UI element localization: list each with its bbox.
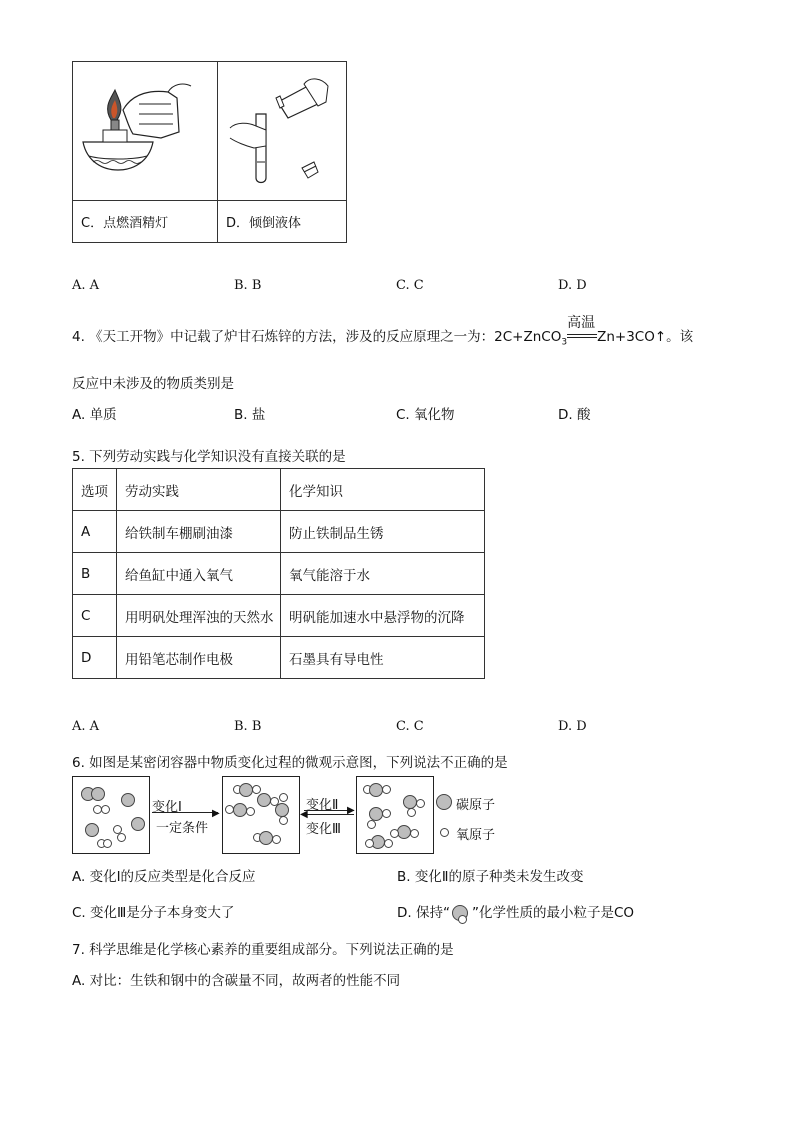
q6-option-d[interactable] [397,901,634,921]
q3-option-a[interactable]: A. A [72,278,100,293]
lab-label-c: C．点燃酒精灯 [73,201,218,243]
q5-option-b[interactable]: B. B [234,719,262,734]
q6-option-d-prefix: D. 保持“ [397,905,450,921]
q3-option-d[interactable]: D. D [558,278,587,293]
q3-option-c[interactable]: C. C [396,278,424,293]
q7-stem: 7. 科学思维是化学核心素养的重要组成部分。下列说法正确的是 [72,942,454,958]
table-cell: 防止铁制品生锈 [281,511,485,553]
table-row [73,595,485,637]
q4-stem-suffix: 。该 [666,329,694,345]
table-cell: 用明矾处理浑浊的天然水 [117,595,281,637]
q5-option-a[interactable]: A. A [72,719,100,734]
legend-carbon: 碳原子 [456,798,496,813]
change1-condition: 一定条件 [156,821,209,836]
table-cell: 用铅笔芯制作电极 [117,637,281,679]
q4-option-b[interactable]: B. 盐 [234,407,266,423]
co-molecule-icon [450,906,472,920]
table-cell: 石墨具有导电性 [281,637,485,679]
table-header: 化学知识 [281,469,485,511]
change1-label: 变化Ⅰ [152,800,182,815]
pouring-liquid-cell [218,62,347,201]
q4-stem-prefix: 4. 《天工开物》中记载了炉甘石炼锌的方法，涉及的反应原理之一为： [72,329,495,345]
q4-stem-line2: 反应中未涉及的物质类别是 [72,376,234,392]
table-cell: B [73,553,117,595]
q5-table [72,468,485,679]
change3-label: 变化Ⅲ [306,822,341,837]
oxygen-atom-legend-icon [440,828,449,837]
q6-stem: 6. 如图是某密闭容器中物质变化过程的微观示意图，下列说法不正确的是 [72,755,508,771]
table-row [73,553,485,595]
table-cell: 明矾能加速水中悬浮物的沉降 [281,595,485,637]
q3-option-b[interactable]: B. B [234,278,262,293]
q4-stem [72,315,694,348]
alcohol-lamp-figure-icon [73,62,217,196]
pouring-liquid-figure-icon [218,62,346,196]
q4-eq-right: Zn+3CO↑ [597,329,667,345]
carbon-atom-legend-icon [436,794,452,810]
change1-arrow [152,812,218,813]
table-cell: A [73,511,117,553]
lab-operation-table [72,61,347,243]
table-cell: 给铁制车棚刷油漆 [117,511,281,553]
lab-label-d: D．倾倒液体 [218,201,347,243]
table-header-row [73,469,485,511]
q5-stem: 5. 下列劳动实践与化学知识没有直接关联的是 [72,449,346,465]
table-row [73,637,485,679]
q4-option-c[interactable]: C. 氧化物 [396,407,455,423]
q5-option-d[interactable]: D. D [558,719,587,734]
table-cell: 给鱼缸中通入氧气 [117,553,281,595]
q4-option-d[interactable]: D. 酸 [558,407,591,423]
table-cell: 氧气能溶于水 [281,553,485,595]
q6-option-c[interactable]: C. 变化Ⅲ是分子本身变大了 [72,905,235,921]
q4-eq-sub: 3 [561,337,568,348]
legend-oxygen: 氧原子 [456,828,496,843]
q4-eq-left: 2C+ZnCO [494,329,562,345]
q6-option-b[interactable]: B. 变化Ⅱ的原子种类未发生改变 [397,869,584,885]
alcohol-lamp-cell [73,62,218,201]
table-cell: D [73,637,117,679]
q4-option-a[interactable]: A. 单质 [72,407,117,423]
q4-condition-arrow [567,315,597,344]
table-header: 选项 [73,469,117,511]
q6-option-d-suffix: ”化学性质的最小粒子是CO [471,905,635,921]
container-box-3 [356,776,434,854]
container-box-1 [72,776,150,854]
q4-eq-condition: 高温 [567,315,596,331]
q6-option-a[interactable]: A. 变化Ⅰ的反应类型是化合反应 [72,869,256,885]
change2-label: 变化Ⅱ [306,798,339,813]
q5-option-c[interactable]: C. C [396,719,424,734]
change3-arrow [304,814,354,815]
container-box-2 [222,776,300,854]
table-row [73,511,485,553]
q7-option-a[interactable]: A. 对比：生铁和钢中的含碳量不同，故两者的性能不同 [72,973,401,989]
table-cell: C [73,595,117,637]
table-header: 劳动实践 [117,469,281,511]
